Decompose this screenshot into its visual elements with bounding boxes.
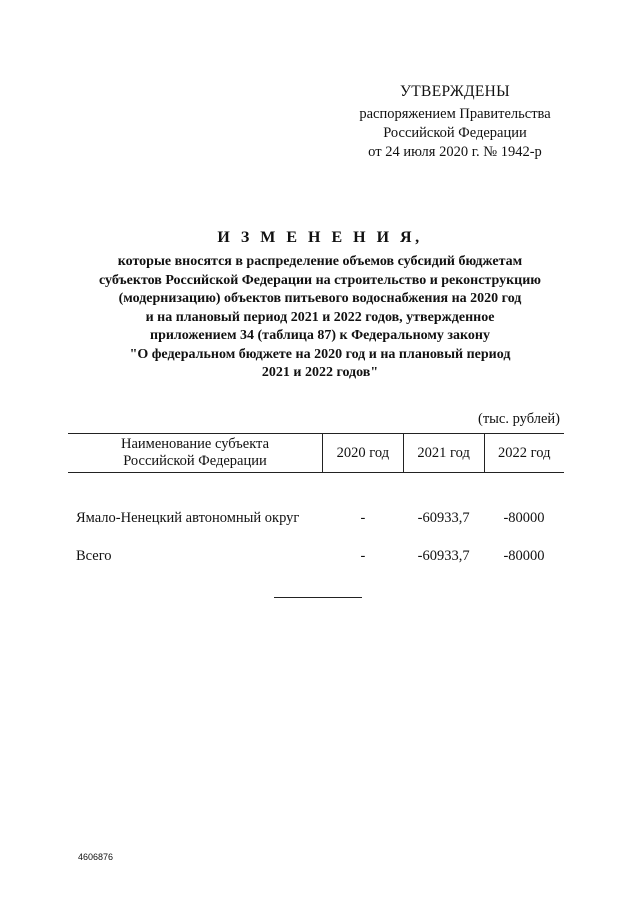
table-row	[68, 473, 564, 538]
units-label: (тыс. рублей)	[478, 411, 560, 427]
table-header-row	[68, 434, 564, 473]
heading-line: "О федеральном бюджете на 2020 год и на плановый период	[129, 346, 511, 362]
cell-2020: -	[360, 547, 366, 564]
header-2021: 2021 год	[403, 434, 484, 473]
cell-2022: -80000	[503, 547, 545, 564]
cell-subject: Всего	[76, 547, 112, 564]
approval-title: УТВЕРЖДЕНЫ	[400, 83, 510, 100]
header-2022: 2022 год	[484, 434, 564, 473]
cell-2021: -60933,7	[417, 509, 470, 526]
cell-subject: Ямало-Ненецкий автономный округ	[76, 509, 300, 526]
heading-line: (модернизацию) объектов питьевого водоснабжения на 2020 год	[118, 291, 522, 306]
cell-2022: -80000	[503, 509, 545, 526]
approval-block	[320, 82, 590, 162]
heading-line: приложением 34 (таблица 87) к Федеральному закону	[150, 328, 490, 343]
heading-line: которые вносятся в распределение объемов субсидий бюджетам	[117, 254, 523, 269]
heading-line: 2021 и 2022 годов"	[261, 365, 379, 380]
document-number: 4606876	[78, 852, 114, 862]
end-rule	[274, 597, 362, 598]
heading-line: и на плановый период 2021 и 2022 годов, утвержденное	[145, 309, 495, 325]
cell-2021: -60933,7	[417, 547, 470, 564]
approval-line: Российской Федерации	[383, 125, 527, 141]
approval-date-number: от 24 июля 2020 г. № 1942-р	[368, 144, 542, 160]
document-heading	[60, 229, 580, 383]
subsidy-table	[68, 433, 564, 575]
heading-line: субъектов Российской Федерации на строительство и реконструкцию	[99, 272, 541, 288]
header-subject-name: Наименование субъекта Российской Федерации	[68, 434, 323, 473]
table-row-total	[68, 537, 564, 575]
heading-title: И З М Е Н Е Н И Я,	[217, 229, 423, 246]
header-2020: 2020 год	[323, 434, 404, 473]
approval-line: распоряжением Правительства	[359, 106, 551, 122]
cell-2020: -	[360, 509, 366, 526]
